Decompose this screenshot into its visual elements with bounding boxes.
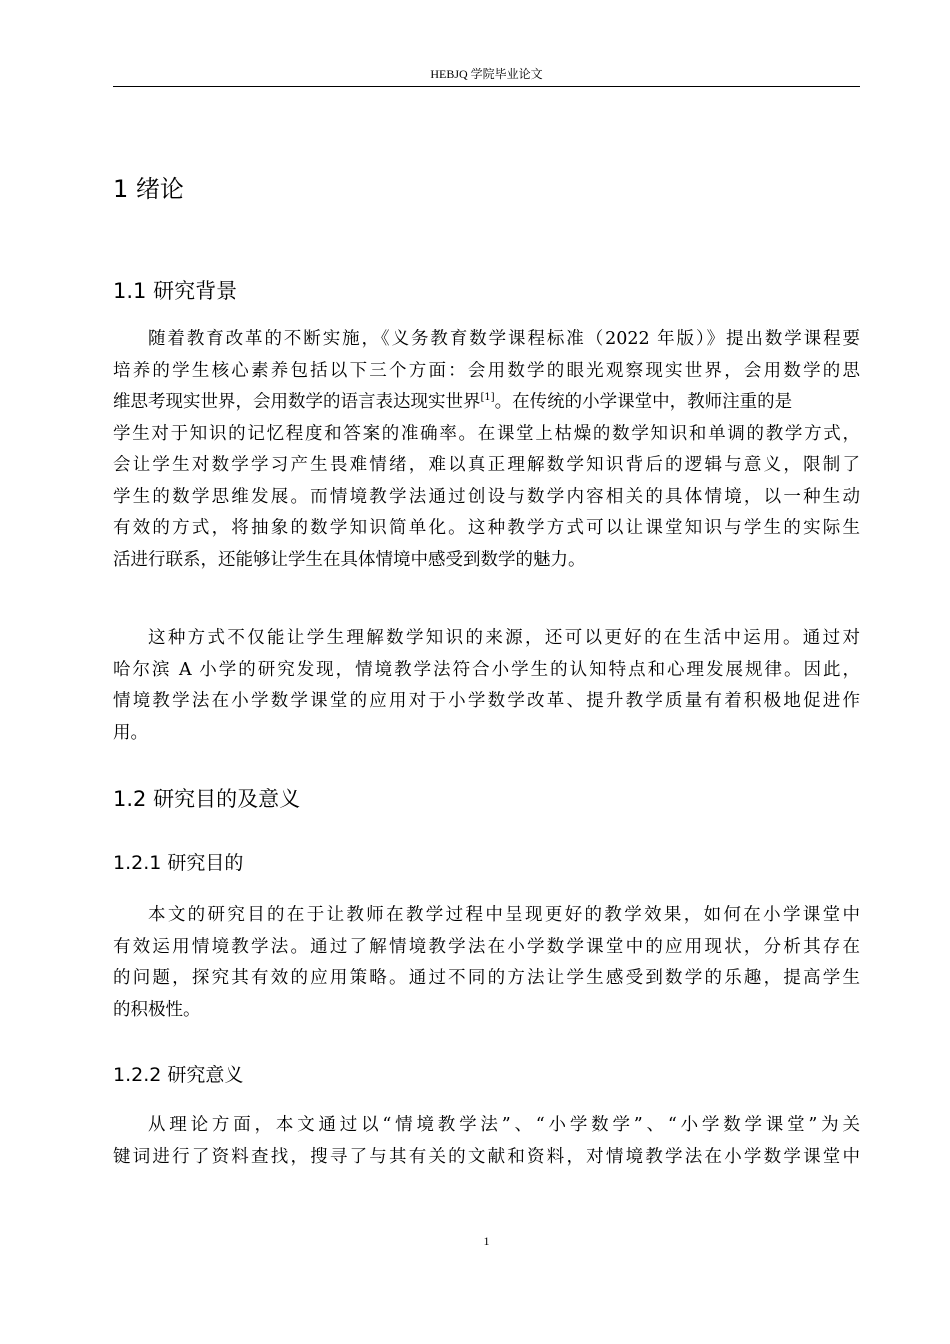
text-line: 有效的方式，将抽象的数学知识简单化。这种教学方式可以让课堂知识与学生的实际生: [113, 518, 860, 538]
section-title-1-2: 1.2 研究目的及意义: [113, 787, 301, 811]
text-line: 这种方式不仅能让学生理解数学知识的来源，还可以更好的在生活中运用。通过对: [148, 628, 860, 648]
page-header: HEBJQ 学院毕业论文: [430, 67, 543, 81]
text-fragment: 维思考现实世界，会用数学的语言表达现实世界: [113, 392, 481, 412]
paragraph-research-significance: [113, 1110, 860, 1173]
paragraph-research-background-2: [113, 623, 860, 749]
text-line: 从理论方面，本文通过以“情境教学法”、“小学数学”、“小学数学课堂”为关: [148, 1115, 860, 1135]
text-line: [113, 387, 860, 419]
text-line: 培养的学生核心素养包括以下三个方面：会用数学的眼光观察现实世界，会用数学的思: [113, 360, 860, 381]
chapter-title: 1 绪论: [113, 175, 184, 203]
text-line: 学生对于知识的记忆程度和答案的准确率。在课堂上枯燥的数学知识和单调的教学方式，: [113, 423, 860, 444]
text-line: 键词进行了资料查找，搜寻了与其有关的文献和资料，对情境教学法在小学数学课堂中: [113, 1146, 860, 1167]
paragraph-research-background-1: [113, 324, 860, 576]
text-line: 情境教学法在小学数学课堂的应用对于小学数学改革、提升教学质量有着积极地促进作: [113, 691, 860, 711]
text-line: 的问题，探究其有效的应用策略。通过不同的方法让学生感受到数学的乐趣，提高学生: [113, 968, 860, 988]
paragraph-research-purpose: [113, 900, 860, 1026]
text-line: 会让学生对数学学习产生畏难情绪，难以真正理解数学知识背后的逻辑与意义，限制了: [113, 455, 860, 475]
text-line: 学生的数学思维发展。而情境教学法通过创设与数学内容相关的具体情境，以一种生动: [113, 486, 860, 507]
text-line: 的积极性。: [113, 999, 201, 1020]
text-line: 随着教育改革的不断实施，《义务教育数学课程标准（2022 年版）》提出数学课程要: [148, 329, 860, 349]
text-line: 哈尔滨 A 小学的研究发现，情境教学法符合小学生的认知特点和心理发展规律。因此，: [113, 659, 860, 680]
text-fragment: 。在传统的小学课堂中，教师注重的是: [494, 392, 793, 412]
header-rule: [113, 86, 860, 87]
text-line: 用。: [113, 722, 148, 743]
text-line: 本文的研究目的在于让教师在教学过程中呈现更好的教学效果，如何在小学课堂中: [148, 905, 860, 925]
section-title-1-1: 1.1 研究背景: [113, 279, 238, 303]
section-title-1-2-1: 1.2.1 研究目的: [113, 852, 244, 874]
section-title-1-2-2: 1.2.2 研究意义: [113, 1064, 244, 1086]
page-number: 1: [483, 1234, 490, 1248]
text-line: 活进行联系，还能够让学生在具体情境中感受到数学的魅力。: [113, 549, 586, 570]
text-line: 有效运用情境教学法。通过了解情境教学法在小学数学课堂中的应用现状，分析其存在: [113, 936, 860, 957]
citation-marker: [1]: [480, 392, 495, 404]
